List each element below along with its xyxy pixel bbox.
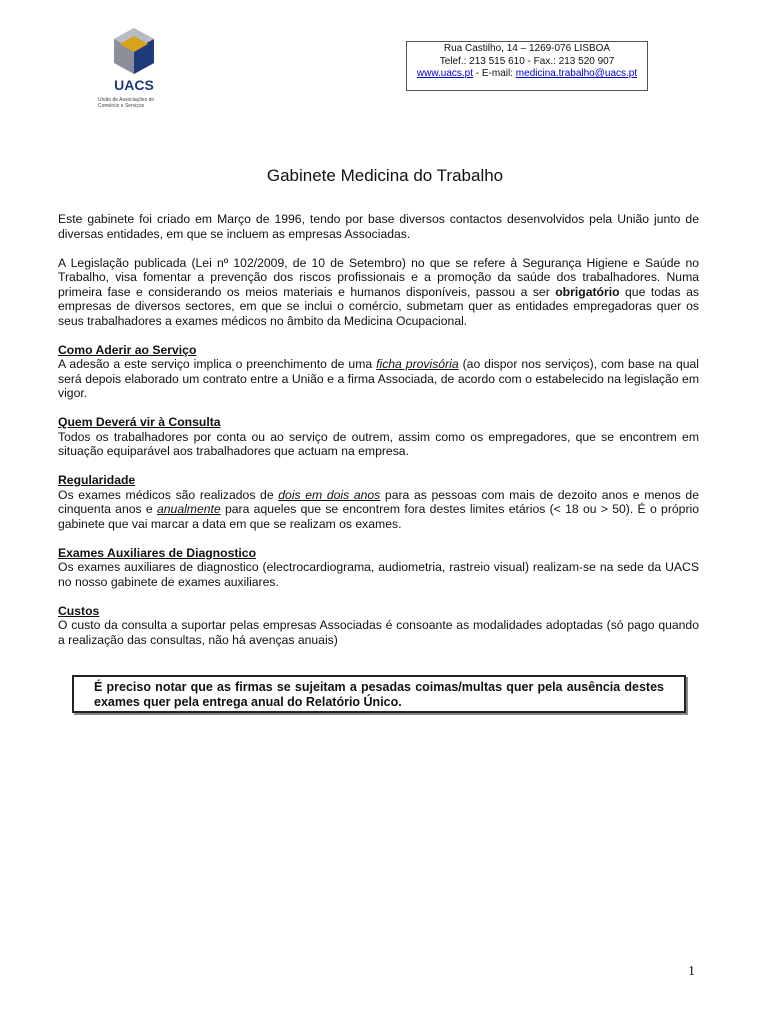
section-consulta bbox=[58, 415, 699, 459]
notice-box: É preciso notar que as firmas se sujeitam a pesadas coimas/multas quer pela ausência destes exames quer pela entrega anual do Relatório Único. bbox=[72, 675, 686, 713]
section-auxiliares bbox=[58, 546, 699, 590]
document-body bbox=[58, 212, 699, 662]
page-number: 1 bbox=[688, 964, 695, 979]
logo-text: UACS bbox=[114, 77, 154, 93]
contact-line bbox=[407, 68, 647, 81]
section-heading-aderir: Como Aderir ao Serviço bbox=[58, 342, 197, 357]
logo-subtitle: União de Associações do Comércio e Serviços bbox=[98, 97, 155, 109]
aderir-emph: ficha provisória bbox=[376, 357, 459, 371]
regularidade-emph-1: dois em dois anos bbox=[278, 487, 381, 502]
website-link[interactable]: www.uacs.pt bbox=[416, 68, 474, 79]
section-heading-custos: Custos bbox=[58, 603, 100, 618]
intro-paragraph: Este gabinete foi criado em Março de 1996, tendo por base diversos contactos desenvolvidos pela União junto de diversas entidades, em que se incluem as empresas Associadas. bbox=[58, 212, 699, 241]
custos-text: O custo da consulta a suportar pelas empresas Associadas é consoante as modalidades adoptadas (só pago quando a realização das consultas, não há avenças anuais) bbox=[58, 618, 699, 647]
section-heading-regularidade: Regularidade bbox=[58, 473, 136, 487]
phone-line: Telef.: 213 515 610 - Fax.: 213 520 907 bbox=[439, 55, 615, 67]
address-line: Rua Castilho, 14 – 1269-076 LISBOA bbox=[443, 43, 611, 54]
regularidade-text-3: para aqueles que se encontrem fora destes limites etários (< 18 ou > 50). É o próprio gabinete que vai marcar a data em que se realizam os exames. bbox=[58, 502, 699, 531]
section-heading-consulta: Quem Deverá vir à Consulta bbox=[58, 415, 221, 429]
aderir-text-1: A adesão a este serviço implica o preenchimento de uma bbox=[58, 357, 377, 371]
consulta-text: Todos os trabalhadores por conta ou ao serviço de outrem, assim como os empregadores, que se encontrem em situação equiparável aos trabalhadores que actuam na empresa. bbox=[58, 429, 699, 458]
regularidade-emph-2: anualmente bbox=[156, 502, 221, 516]
email-link[interactable]: medicina.trabalho@uacs.pt bbox=[515, 68, 638, 79]
regularidade-text-2: para as pessoas com mais de dezoito anos e menos de cinquenta anos e bbox=[58, 487, 699, 516]
legislation-text-1: A Legislação publicada (Lei nº 102/2009, de 10 de Setembro) no que se refere à Segurança Higiene e Saúde no Trabalho, visa fomentar a prevenção dos riscos profissionais e a promoção da saúde dos trabalhadores. Numa primeira fase e considerando os meios materiais e humanos disponíveis, passou a ser bbox=[58, 255, 699, 299]
section-regularidade bbox=[58, 473, 699, 531]
section-aderir bbox=[58, 343, 699, 401]
legislation-paragraph bbox=[58, 256, 699, 329]
section-custos bbox=[58, 604, 699, 648]
section-heading-auxiliares: Exames Auxiliares de Diagnostico bbox=[58, 545, 257, 560]
aderir-text-2: (ao dispor nos serviços), com base na qual será depois elaborado um contrato entre a União e a firma Associada, de acordo com o estabelecido na legislação em vigor. bbox=[58, 357, 699, 400]
legislation-bold: obrigatório bbox=[555, 284, 620, 299]
email-label: - E-mail: bbox=[473, 68, 516, 79]
page-title: Gabinete Medicina do Trabalho bbox=[266, 166, 504, 185]
auxiliares-text: Os exames auxiliares de diagnostico (electrocardiograma, audiometria, rastreio visual) realizam-se na sede da UACS no nosso gabinete de exames auxiliares. bbox=[58, 560, 699, 589]
legislation-text-2: que todas as empresas de diversos sectores, em que se inclui o comércio, submetam quer as entidades empregadoras quer os seus trabalhadores a exames médicos no âmbito da Medicina Ocupacional. bbox=[58, 284, 699, 328]
regularidade-text-1: Os exames médicos são realizados de bbox=[58, 487, 279, 502]
address-box bbox=[406, 41, 648, 91]
